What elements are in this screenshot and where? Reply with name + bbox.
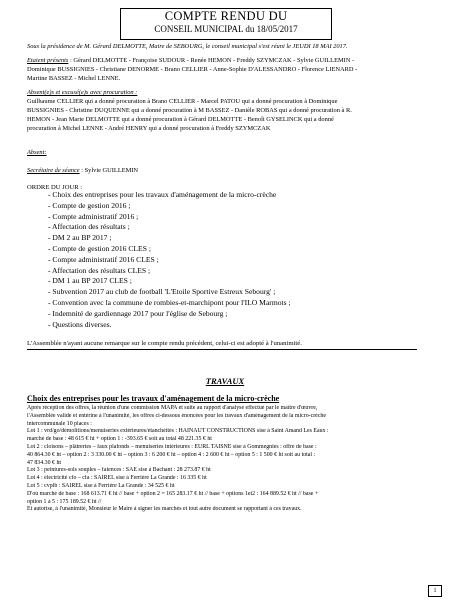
assembly-note: L'Assemblée n'ayant aucune remarque sur le compte rendu précédent, celui-ci est adopté à l'unanimité. xyxy=(27,339,417,350)
agenda-item: - Compte de gestion 2016 CLES ; xyxy=(48,243,151,253)
agenda-item: - Convention avec la commune de rombies-et-marchipont pour l'ILO Marmots ; xyxy=(48,297,291,307)
absent-section xyxy=(27,148,427,157)
travaux-subtitle: Choix des entreprises pour les travaux d'aménagement de la micro-crèche xyxy=(27,394,280,403)
absents-line: procuration à Michel LENNE - André HENRY qui a donné procuration à Freddy SZYMCZAK xyxy=(27,125,271,132)
agenda-list xyxy=(48,190,408,330)
travaux-line: Lot 2 : cloisons – plâtreries – faux plafonds – menuiseries intérieures : EURL TAISNE sise à Gommegnies : offre de base : xyxy=(27,443,317,450)
agenda-item: - DM 1 au BP 2017 CLES ; xyxy=(48,276,132,286)
section-title-travaux: TRAVAUX xyxy=(205,376,245,386)
travaux-line: Lot 1 : vrd/go/démolitions/menuiseries extérieures/étanchéités : HAINAUT CONSTRUCTIONS sise à Saint Amand Les Eaux : xyxy=(27,428,329,435)
travaux-line: marché de base : 48 615 € ht + option 1 : -393.65 € soit au total 48 221.35 € ht xyxy=(27,436,212,443)
secretary-heading: Secrétaire de séance xyxy=(27,167,80,174)
travaux-line: Lot 5 : cvplb : SAIREL sise à Ferrière La Grande : 34 525 € ht xyxy=(27,482,175,489)
title-box xyxy=(120,8,332,40)
absents-line: BUSSIGNIES - Christine DUQUENNE qui a donné procuration à M BASSEZ - Danièle ROBAS qui a donné procuration à R. xyxy=(27,107,352,114)
travaux-line: intercommunale 10 places : xyxy=(27,420,92,427)
travaux-line: D'où marché de base : 168 613.71 € ht // base + option 2 = 165 283.17 € ht // base + options 1et2 : 164 889.52 € ht // base + xyxy=(27,490,319,497)
agenda-item: - Choix des entreprises pour les travaux d'aménagement de la micro-crèche xyxy=(48,190,277,199)
page-subtitle: CONSEIL MUNICIPAL du 18/05/2017 xyxy=(154,24,298,34)
absent-heading: Absent: xyxy=(27,149,47,156)
travaux-line: Et autorise, à l'unanimité, Monsieur le Maire à signer les marchés et tout autre document se rapportant à ces travaux. xyxy=(27,506,302,513)
present-section xyxy=(27,56,427,83)
present-line: : Gérard DELMOTTE - Françoise SUDOUR - Renée HEMON - Freddy SZYMCZAK - Sylvie GUILLEMIN - xyxy=(69,57,355,64)
agenda-item: - Compte de gestion 2016 ; xyxy=(48,200,131,210)
agenda-item: - Indemnité de gardiennage 2017 pour l'église de Sebourg ; xyxy=(48,308,228,318)
absents-line: Guilhaume CELLIER qui a donné procuration à Brano CELLIER - Marcel PATOU qui a donné procuration à Dominique xyxy=(27,98,338,105)
absents-line: HEMON - Jean Marie DELMOTTE qui a donné procuration à Gérard DELMOTTE - Benoît GYSELINCK qui a donné xyxy=(27,116,334,123)
secretary-name: : Sylvie GUILLEMIN xyxy=(81,167,139,174)
travaux-line: l'Assemblée valide et entérine à l'unanimité, les offres ci-dessous énoncées pour les travaux d'aménagement de la micro-crèche xyxy=(27,412,326,419)
agenda-item: - Compte administratif 2016 ; xyxy=(48,211,139,221)
travaux-line: option 1 à 5 : 175 189.52 € ht // xyxy=(27,498,102,505)
agenda-item: - Subvention 2017 au club de football 'L'Etoile Sportive Estreux Sebourg' ; xyxy=(48,287,276,297)
page-title: COMPTE RENDU DU xyxy=(164,9,288,23)
travaux-line: Lot 4 : électricité cfo – cfa : SAIREL sise à Ferrière La Grande : 16 335 € ht xyxy=(27,475,207,482)
agenda-item: - Affectation des résultats ; xyxy=(48,222,130,232)
travaux-body xyxy=(27,405,425,514)
travaux-line: 40 864.30 € ht – option 2 : 3 330.00 € ht – option 3 : 6 200 € ht – option 4 : 2 600 € ht – option 5 : 1 500 € ht soit au total : xyxy=(27,451,316,458)
travaux-line: Après réception des offres, la réunion d'une commission MAPA et suite au rapport d'analyse effectué par le maître d'œuvre, xyxy=(27,405,318,411)
present-line: Dominique BUSSIGNIES - Christiane DENORME - Brano CELLIER - Anne-Sophie D'ALESSANDRO - Florence LIENARD - xyxy=(27,66,358,73)
page-number: 1 xyxy=(428,585,442,597)
present-heading: Etaient présents xyxy=(27,57,69,64)
absents-heading: Absent(e)s et excusé(e)s avec procuration : xyxy=(27,89,138,96)
agenda-item: - DM 2 au BP 2017 ; xyxy=(48,233,112,243)
absents-section xyxy=(27,88,427,133)
secretary-section xyxy=(27,166,427,175)
agenda-item: - Compte administratif 2016 CLES ; xyxy=(48,254,159,264)
travaux-line: 47 834.30 € ht xyxy=(27,459,62,466)
travaux-line: Lot 3 : peintures-sols souples – faiences : SAE sise à Bachant : 28 273.87 € ht xyxy=(27,467,211,474)
agenda-item: - Affectation des résultats CLES ; xyxy=(48,265,151,275)
agenda-item: - Questions diverses. xyxy=(48,319,112,329)
agenda-heading: ORDRE DU JOUR : xyxy=(27,184,83,191)
intro-text: Sous la présidence de M. Gérard DELMOTTE, Maire de SEBOURG, le conseil municipal s'est réuni le JEUDI 18 MAI 2017. xyxy=(27,43,348,50)
present-line: Martine BASSEZ - Michel LENNE. xyxy=(27,75,121,82)
